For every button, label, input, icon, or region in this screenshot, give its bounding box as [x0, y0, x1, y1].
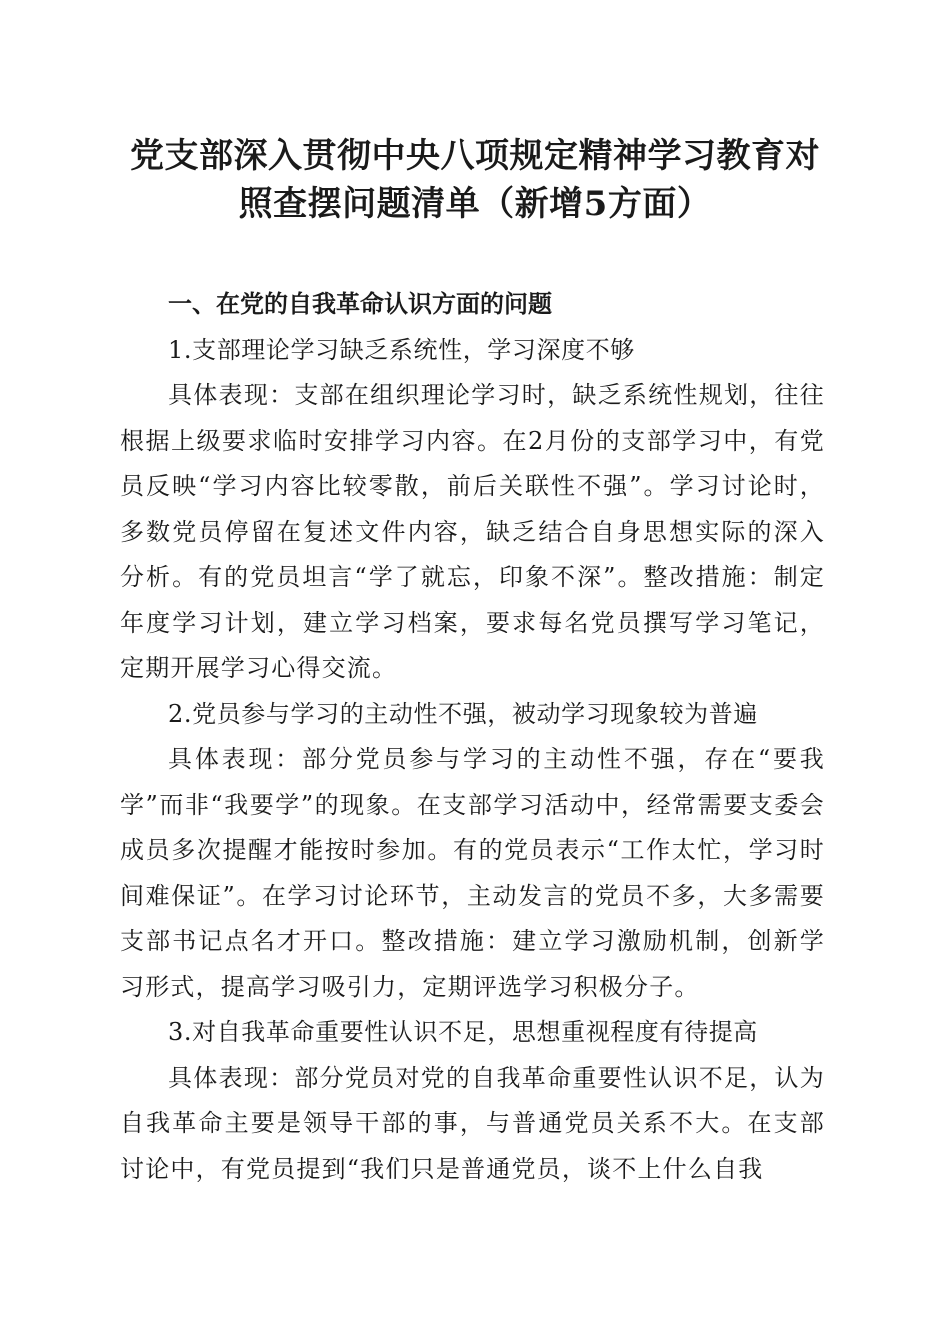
- document-body: [120, 282, 825, 1192]
- item-1-heading: 1.支部理论学习缺乏系统性，学习深度不够: [168, 335, 635, 364]
- document-title: [100, 132, 850, 228]
- item-3-body: 具体表现：部分党员对党的自我革命重要性认识不足，认为自我革命主要是领导干部的事，与普通党员关系不大。在支部讨论中，有党员提到“我们只是普通党员，谈不上什么自我: [120, 1063, 825, 1183]
- title-line-2: 照查摆问题清单（新增5方面）: [238, 184, 712, 224]
- item-2-heading: 2.党员参与学习的主动性不强，被动学习现象较为普遍: [168, 699, 758, 728]
- title-line-1: 党支部深入贯彻中央八项规定精神学习教育对: [130, 136, 820, 176]
- item-2-body: 具体表现：部分党员参与学习的主动性不强，存在“要我学”而非“我要学”的现象。在支部学习活动中，经常需要支委会成员多次提醒才能按时参加。有的党员表示“工作太忙，学习时间难保证”。在学习讨论环节，主动发言的党员不多，大多需要支部书记点名才开口。整改措施：建立学习激励机制，创新学习形式，提高学习吸引力，定期评选学习积极分子。: [120, 745, 825, 1001]
- item-1-body: 具体表现：支部在组织理论学习时，缺乏系统性规划，往往根据上级要求临时安排学习内容。在2月份的支部学习中，有党员反映“学习内容比较零散，前后关联性不强”。学习讨论时，多数党员停留在复述文件内容，缺乏结合自身思想实际的深入分析。有的党员坦言“学了就忘，印象不深”。整改措施：制定年度学习计划，建立学习档案，要求每名党员撰写学习笔记，定期开展学习心得交流。: [120, 381, 825, 682]
- section-heading: 一、在党的自我革命认识方面的问题: [168, 290, 552, 318]
- item-3-heading: 3.对自我革命重要性认识不足，思想重视程度有待提高: [168, 1018, 758, 1046]
